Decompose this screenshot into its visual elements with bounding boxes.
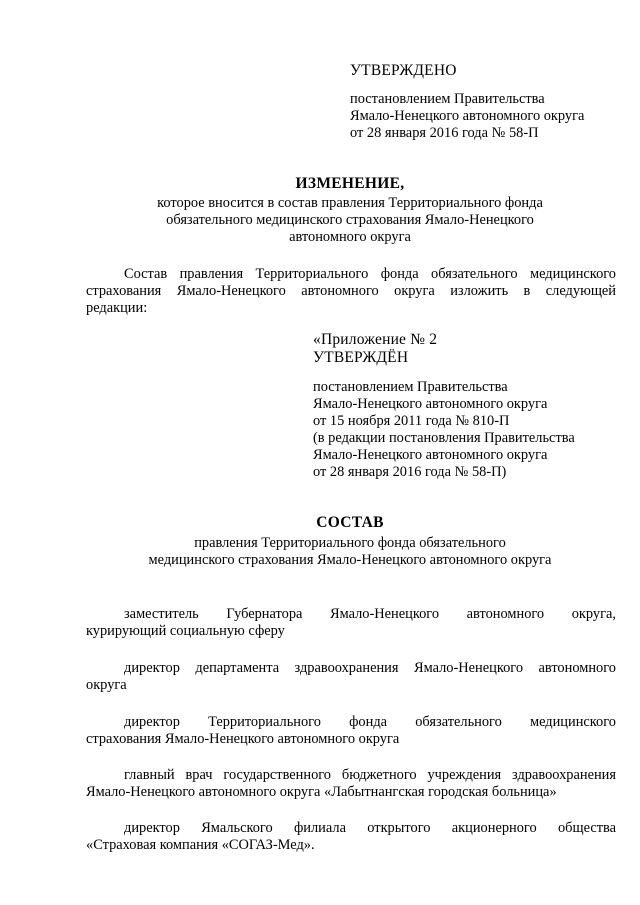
change-subtitle-line: автономного округа <box>289 229 411 245</box>
appendix-line: от 15 ноября 2011 года № 810-П <box>313 413 510 429</box>
paragraph-line: страхования Ямало-Ненецкого автономного округа изложить в следующей <box>86 283 616 299</box>
intro-paragraph <box>86 266 616 317</box>
appendix-label: «Приложение № 2 <box>313 331 438 348</box>
appendix-line: Ямало-Ненецкого автономного округа <box>313 447 548 463</box>
appendix-line: от 28 января 2016 года № 58-П) <box>313 464 507 480</box>
member-item <box>86 606 616 640</box>
appendix-heading: УТВЕРЖДЁН <box>313 349 409 366</box>
approval-line: постановлением Правительства <box>350 91 545 107</box>
appendix-details <box>313 379 575 481</box>
member-line: директор департамента здравоохранения Ямало-Ненецкого автономного <box>124 660 616 676</box>
composition-heading: СОСТАВ <box>316 514 384 531</box>
member-line: округа <box>86 677 127 693</box>
composition-title-block <box>0 514 640 532</box>
change-title-block <box>0 175 640 193</box>
appendix-line: Ямало-Ненецкого автономного округа <box>313 396 548 412</box>
member-item <box>86 714 616 748</box>
paragraph-line: редакции: <box>86 300 148 316</box>
member-item <box>86 820 616 854</box>
appendix-line: постановлением Правительства <box>313 379 508 395</box>
member-line: курирующий социальную сферу <box>86 623 285 639</box>
change-subtitle-line: обязательного медицинского страхования Ямало-Ненецкого <box>166 212 534 228</box>
appendix-header <box>313 331 437 367</box>
approval-heading: УТВЕРЖДЕНО <box>350 62 457 79</box>
member-item <box>86 767 616 801</box>
member-line: директор Территориального фонда обязательного медицинского <box>124 714 616 730</box>
member-line: директор Ямальского филиала открытого акционерного общества <box>124 820 616 836</box>
member-line: страхования Ямало-Ненецкого автономного округа <box>86 731 400 747</box>
member-line: главный врач государственного бюджетного учреждения здравоохранения <box>124 767 616 783</box>
approval-line: Ямало-Ненецкого автономного округа <box>350 108 585 124</box>
change-subtitle <box>0 195 640 246</box>
approval-block <box>350 62 457 80</box>
approval-details <box>350 91 584 142</box>
member-item <box>86 660 616 694</box>
appendix-line: (в редакции постановления Правительства <box>313 430 575 446</box>
paragraph-line: Состав правления Территориального фонда обязательного медицинского <box>124 266 616 282</box>
change-subtitle-line: которое вносится в состав правления Территориального фонда <box>157 195 543 211</box>
composition-subtitle <box>0 535 640 569</box>
composition-subtitle-line: медицинского страхования Ямало-Ненецкого автономного округа <box>148 552 552 568</box>
member-line: заместитель Губернатора Ямало-Ненецкого автономного округа, <box>124 606 616 622</box>
member-line: «Страховая компания «СОГАЗ-Мед». <box>86 837 315 853</box>
member-line: Ямало-Ненецкого автономного округа «Лабытнангская городская больница» <box>86 784 557 800</box>
change-heading: ИЗМЕНЕНИЕ, <box>295 175 405 192</box>
approval-line: от 28 января 2016 года № 58-П <box>350 125 539 141</box>
composition-subtitle-line: правления Территориального фонда обязательного <box>194 535 506 551</box>
